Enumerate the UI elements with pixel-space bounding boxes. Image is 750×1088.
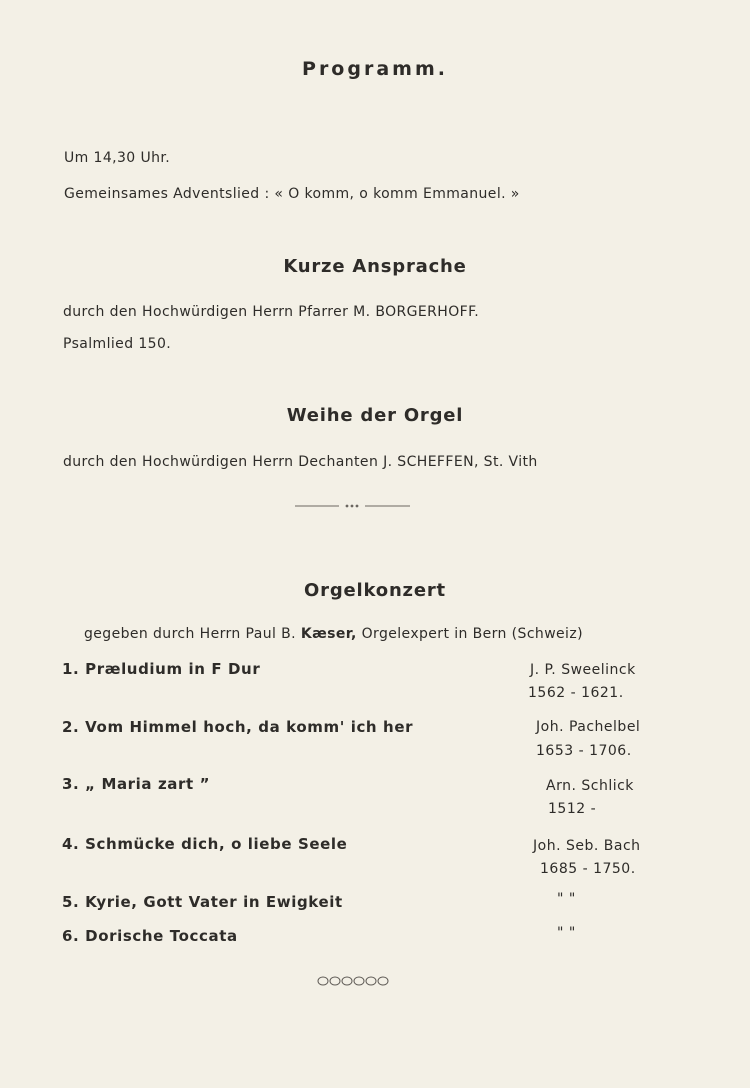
byline-suffix: Orgelexpert in Bern (Schweiz) bbox=[361, 626, 583, 642]
piece-dates: 1653 - 1706. bbox=[536, 743, 632, 759]
piece-composer: Joh. Seb. Bach bbox=[533, 838, 641, 854]
section-heading-address: Kurze Ansprache bbox=[283, 256, 467, 277]
consecration-officiant: durch den Hochwürdigen Herrn Dechanten J. SCHEFFEN, St. Vith bbox=[63, 454, 538, 470]
piece-title: 4. Schmücke dich, o liebe Seele bbox=[62, 835, 348, 853]
piece-title: 2. Vom Himmel hoch, da komm' ich her bbox=[62, 718, 414, 736]
concert-byline bbox=[84, 626, 583, 642]
psalm-song: Psalmlied 150. bbox=[63, 336, 172, 352]
piece-title: 5. Kyrie, Gott Vater in Ewigkeit bbox=[62, 893, 343, 911]
address-speaker: durch den Hochwürdigen Herrn Pfarrer M. BORGERHOFF. bbox=[63, 304, 480, 320]
piece-composer-ditto: " " bbox=[557, 925, 576, 941]
piece-dates: 1512 - bbox=[548, 801, 597, 817]
piece-dates: 1562 - 1621. bbox=[528, 685, 624, 701]
piece-title: 3. „ Maria zart ” bbox=[62, 775, 211, 793]
piece-dates: 1685 - 1750. bbox=[540, 861, 636, 877]
concert-heading: Orgelkonzert bbox=[304, 580, 446, 601]
byline-prefix: gegeben durch Herrn Paul B. bbox=[84, 626, 296, 642]
advent-hymn: Gemeinsames Adventslied : « O komm, o komm Emmanuel. » bbox=[64, 186, 520, 202]
section-heading-consecration: Weihe der Orgel bbox=[286, 405, 464, 426]
page-title: Programm. bbox=[302, 58, 448, 80]
piece-composer: Arn. Schlick bbox=[546, 778, 634, 794]
piece-composer: J. P. Sweelinck bbox=[530, 662, 636, 678]
piece-title: 1. Præludium in F Dur bbox=[62, 660, 261, 678]
piece-title: 6. Dorische Toccata bbox=[62, 927, 238, 945]
piece-composer: Joh. Pachelbel bbox=[536, 719, 641, 735]
piece-composer-ditto: " " bbox=[557, 891, 576, 907]
closing-ornament bbox=[317, 975, 389, 987]
section-divider bbox=[295, 502, 410, 510]
performer-name: Kæser, bbox=[300, 626, 357, 642]
start-time: Um 14,30 Uhr. bbox=[64, 150, 171, 166]
